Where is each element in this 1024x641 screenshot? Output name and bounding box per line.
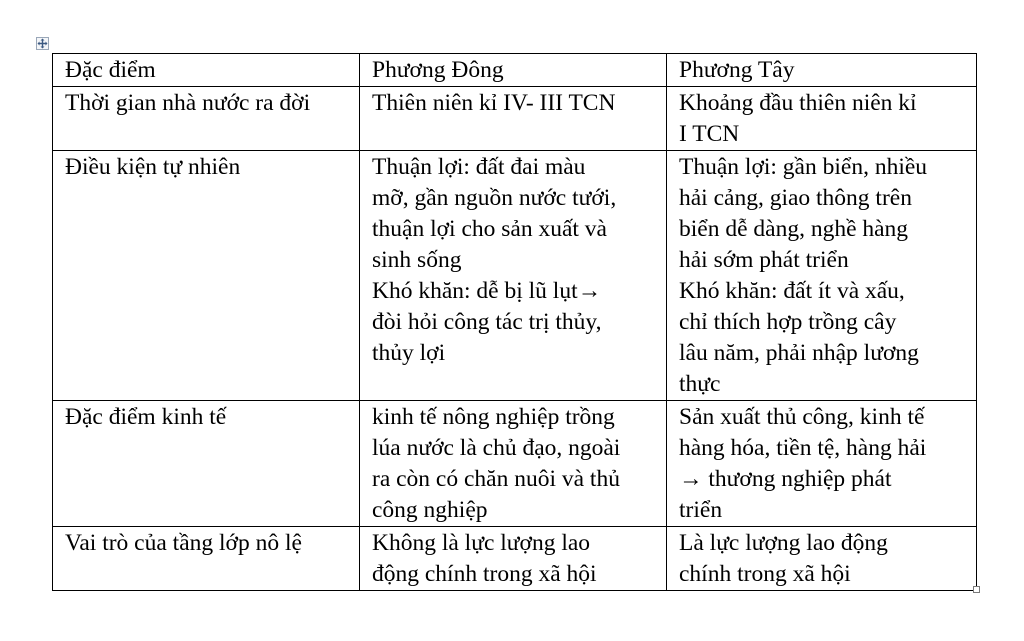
cell-west[interactable]: Sản xuất thủ công, kinh tế hàng hóa, tiền tệ, hàng hải → thương nghiệp phát triển xyxy=(667,401,977,527)
cell-feature[interactable]: Thời gian nhà nước ra đời xyxy=(53,87,360,151)
table-header-row xyxy=(53,54,977,87)
table-row xyxy=(53,87,977,151)
cell-east[interactable]: Thuận lợi: đất đai màu mỡ, gần nguồn nước tưới, thuận lợi cho sản xuất và sinh sống Khó khăn: dễ bị lũ lụt→ đòi hỏi công tác trị thủy, thủy lợi xyxy=(360,151,667,401)
cell-feature[interactable]: Điều kiện tự nhiên xyxy=(53,151,360,401)
table-row xyxy=(53,151,977,401)
cell-west[interactable]: Là lực lượng lao động chính trong xã hội xyxy=(667,527,977,591)
header-cell-feature[interactable]: Đặc điểm xyxy=(53,54,360,87)
table-move-handle-icon[interactable] xyxy=(36,37,49,50)
header-cell-east[interactable]: Phương Đông xyxy=(360,54,667,87)
cell-west[interactable]: Khoảng đầu thiên niên kỉ I TCN xyxy=(667,87,977,151)
cell-east[interactable]: kinh tế nông nghiệp trồng lúa nước là chủ đạo, ngoài ra còn có chăn nuôi và thủ công nghiệp xyxy=(360,401,667,527)
header-cell-west[interactable]: Phương Tây xyxy=(667,54,977,87)
cell-feature[interactable]: Đặc điểm kinh tế xyxy=(53,401,360,527)
cell-west[interactable]: Thuận lợi: gần biển, nhiều hải cảng, giao thông trên biển dễ dàng, nghề hàng hải sớm phát triển Khó khăn: đất ít và xấu, chỉ thích hợp trồng cây lâu năm, phải nhập lương thực xyxy=(667,151,977,401)
cell-east[interactable]: Thiên niên kỉ IV- III TCN xyxy=(360,87,667,151)
cell-east[interactable]: Không là lực lượng lao động chính trong xã hội xyxy=(360,527,667,591)
table-row xyxy=(53,527,977,591)
comparison-table xyxy=(52,53,977,591)
table-resize-handle-icon[interactable] xyxy=(973,586,980,593)
table-row xyxy=(53,401,977,527)
cell-feature[interactable]: Vai trò của tầng lớp nô lệ xyxy=(53,527,360,591)
